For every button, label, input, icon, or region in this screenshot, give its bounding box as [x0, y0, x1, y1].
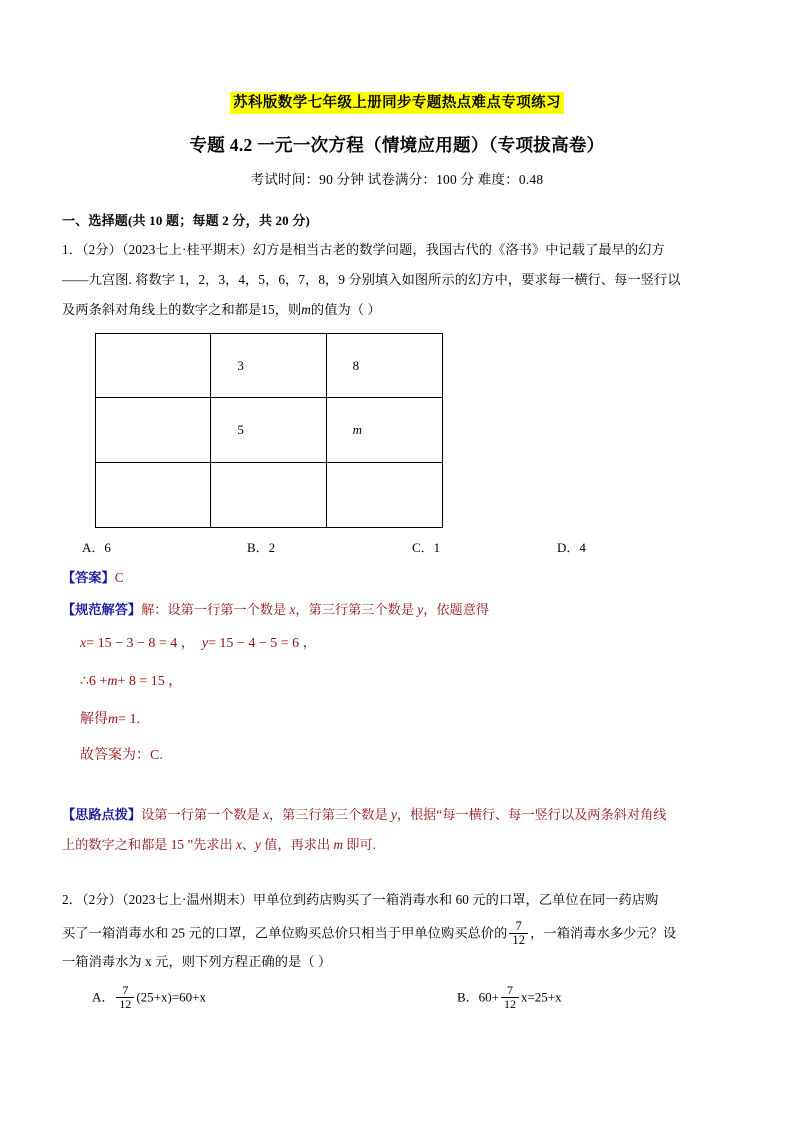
- page-title: 专题 4.2 一元一次方程（情境应用题）（专项拔高卷）: [189, 135, 605, 155]
- tip-line2-a: 上的数字之和都是 15 ”先求出: [62, 837, 236, 852]
- eq3-prefix: 解得: [80, 712, 108, 727]
- question1-line2: ——九宫图. 将数字 1，2，3，4，5，6，7，8，9 分别填入如图所示的幻方中，要求每一横行、每一竖行以: [62, 272, 681, 287]
- option-b-expression: x=25+x: [520, 989, 562, 1005]
- tip-line2-var-x: x: [236, 837, 242, 852]
- eq2-b: + 8 = 15 ，: [117, 674, 183, 689]
- fraction-numerator: 7: [507, 983, 513, 997]
- tip-var-y: y: [390, 807, 397, 822]
- exam-info: 考试时间：90 分钟 试卷满分：100 分 难度：0.48: [250, 172, 544, 187]
- tip-line1-a: 设第一行第一个数是: [141, 807, 264, 822]
- conclusion-prefix: 故答案为：: [80, 748, 150, 763]
- eq1-rhs-x: = 15 − 3 − 8 = 4 ，: [86, 636, 195, 651]
- solution1-equation-2: [80, 672, 182, 692]
- answer-tag: 【答案】: [62, 570, 115, 585]
- eq3-rhs: = 1.: [118, 712, 141, 727]
- eq1-var-y: y: [201, 636, 209, 651]
- question1-variable-m: m: [301, 302, 311, 317]
- option-b-letter: B．: [457, 989, 479, 1005]
- tip-line2-var-m: m: [333, 837, 343, 852]
- tip-line2-b: 、: [241, 837, 256, 852]
- fraction-numerator: 7: [122, 983, 129, 997]
- magic-cell-value: 3: [237, 357, 244, 373]
- question2-line1: 2．（2分）（2023七上·温州期末）甲单位到药店购买了一箱消毒水和 60 元的口罩，乙单位在同一药店购: [62, 892, 659, 907]
- question1-option-d[interactable]: D．4: [557, 540, 586, 555]
- magic-cell-r3c1: [96, 463, 211, 527]
- magic-cell-value: 5: [237, 421, 244, 437]
- fraction-denominator: 12: [116, 997, 134, 1011]
- question1-line3-pre: 及两条斜对角线上的数字之和都是15，则: [62, 302, 302, 317]
- question1-option-c[interactable]: C．1: [412, 540, 441, 555]
- eq1-rhs-y: = 15 − 4 − 5 = 6 ，: [208, 636, 317, 651]
- question2-line2: [62, 920, 752, 947]
- tip-line2-d: 即可.: [342, 837, 376, 852]
- solution1-equation-1: [80, 634, 317, 654]
- solution-var-y: y: [417, 602, 424, 617]
- option-b-leading: 60+: [478, 989, 500, 1005]
- magic-cell-r2c3: [327, 398, 442, 462]
- fraction-denominator: 12: [509, 933, 528, 947]
- solution-intro-b: ，第三行第三个数是: [295, 602, 418, 617]
- option-a-fraction: [116, 984, 134, 1010]
- header-highlight-text: 苏科版数学七年级上册同步专题热点难点专项练习: [230, 92, 564, 114]
- eq2-var-m: m: [107, 674, 118, 689]
- solution1-conclusion: [80, 746, 163, 766]
- eq2-a: 6 +: [88, 674, 108, 689]
- solution-var-x: x: [289, 602, 296, 617]
- question1-option-b[interactable]: B．2: [247, 540, 276, 555]
- question2-fraction-7-12: [509, 920, 528, 947]
- question1-line3: [62, 300, 752, 320]
- solution-intro-a: 解：设第一行第一个数是: [141, 602, 290, 617]
- eq1-var-x: x: [80, 636, 87, 651]
- magic-cell-r1c2: [211, 334, 326, 398]
- question2-option-b[interactable]: [457, 984, 562, 1010]
- tip-line1-b: ，第三行第三个数是: [268, 807, 391, 822]
- magic-cell-r1c3: [327, 334, 442, 398]
- solution1-equation-3: [80, 710, 140, 730]
- solution-tag: 【规范解答】: [62, 602, 142, 617]
- magic-cell-value: m: [352, 421, 363, 437]
- magic-square-grid: [95, 333, 443, 528]
- answer1-row: [62, 568, 752, 588]
- question1-line1: 1．（2分）（2023七上·桂平期末）幻方是相当古老的数学问题，我国古代的《洛书》中记载了最早的幻方: [62, 242, 665, 257]
- eq2-therefore-symbol: ∴: [80, 674, 89, 689]
- tip-line2-c: 值，再求出: [260, 837, 334, 852]
- tip1-line1: [62, 805, 752, 825]
- question1-option-a[interactable]: A．6: [82, 540, 111, 555]
- fraction-denominator: 12: [501, 997, 519, 1011]
- answer-value: C: [114, 570, 124, 585]
- magic-cell-r2c1: [96, 398, 211, 462]
- tip-tag: 【思路点拨】: [62, 807, 142, 822]
- magic-cell-value: 8: [352, 357, 360, 373]
- tip-line2-var-y: y: [255, 837, 261, 852]
- question1-line3-post: 的值为（ ）: [310, 302, 381, 317]
- question2-line2-b: ，一箱消毒水多少元？设: [530, 925, 677, 941]
- option-a-letter: A．: [92, 989, 115, 1005]
- magic-cell-r2c2: [211, 398, 326, 462]
- option-b-fraction: [501, 984, 519, 1010]
- tip1-line2: [62, 835, 752, 855]
- magic-cell-r3c2: [211, 463, 326, 527]
- magic-cell-r1c1: [96, 334, 211, 398]
- question2-options: [62, 982, 752, 1024]
- solution1-intro-row: [62, 600, 752, 620]
- tip-line1-c: ，根据“每一横行、每一竖行以及两条斜对角线: [396, 807, 667, 822]
- question2-line3: 一箱消毒水为 x 元，则下列方程正确的是（ ）: [62, 954, 332, 969]
- tip-var-x: x: [263, 807, 269, 822]
- magic-cell-r3c3: [327, 463, 442, 527]
- question2-line2-a: 买了一箱消毒水和 25 元的口罩，乙单位购买总价只相当于甲单位购买总价的: [62, 925, 508, 941]
- eq3-var-m: m: [108, 712, 119, 727]
- conclusion-value: C.: [150, 748, 163, 763]
- solution-intro-c: ，依题意得: [423, 602, 490, 617]
- header-banner: [0, 92, 794, 114]
- question2-option-a[interactable]: [92, 984, 206, 1010]
- section-heading-choice: 一、选择题(共 10 题；每题 2 分，共 20 分): [62, 213, 311, 228]
- option-a-expression: (25+x)=60+x: [136, 989, 206, 1005]
- fraction-numerator: 7: [515, 919, 522, 933]
